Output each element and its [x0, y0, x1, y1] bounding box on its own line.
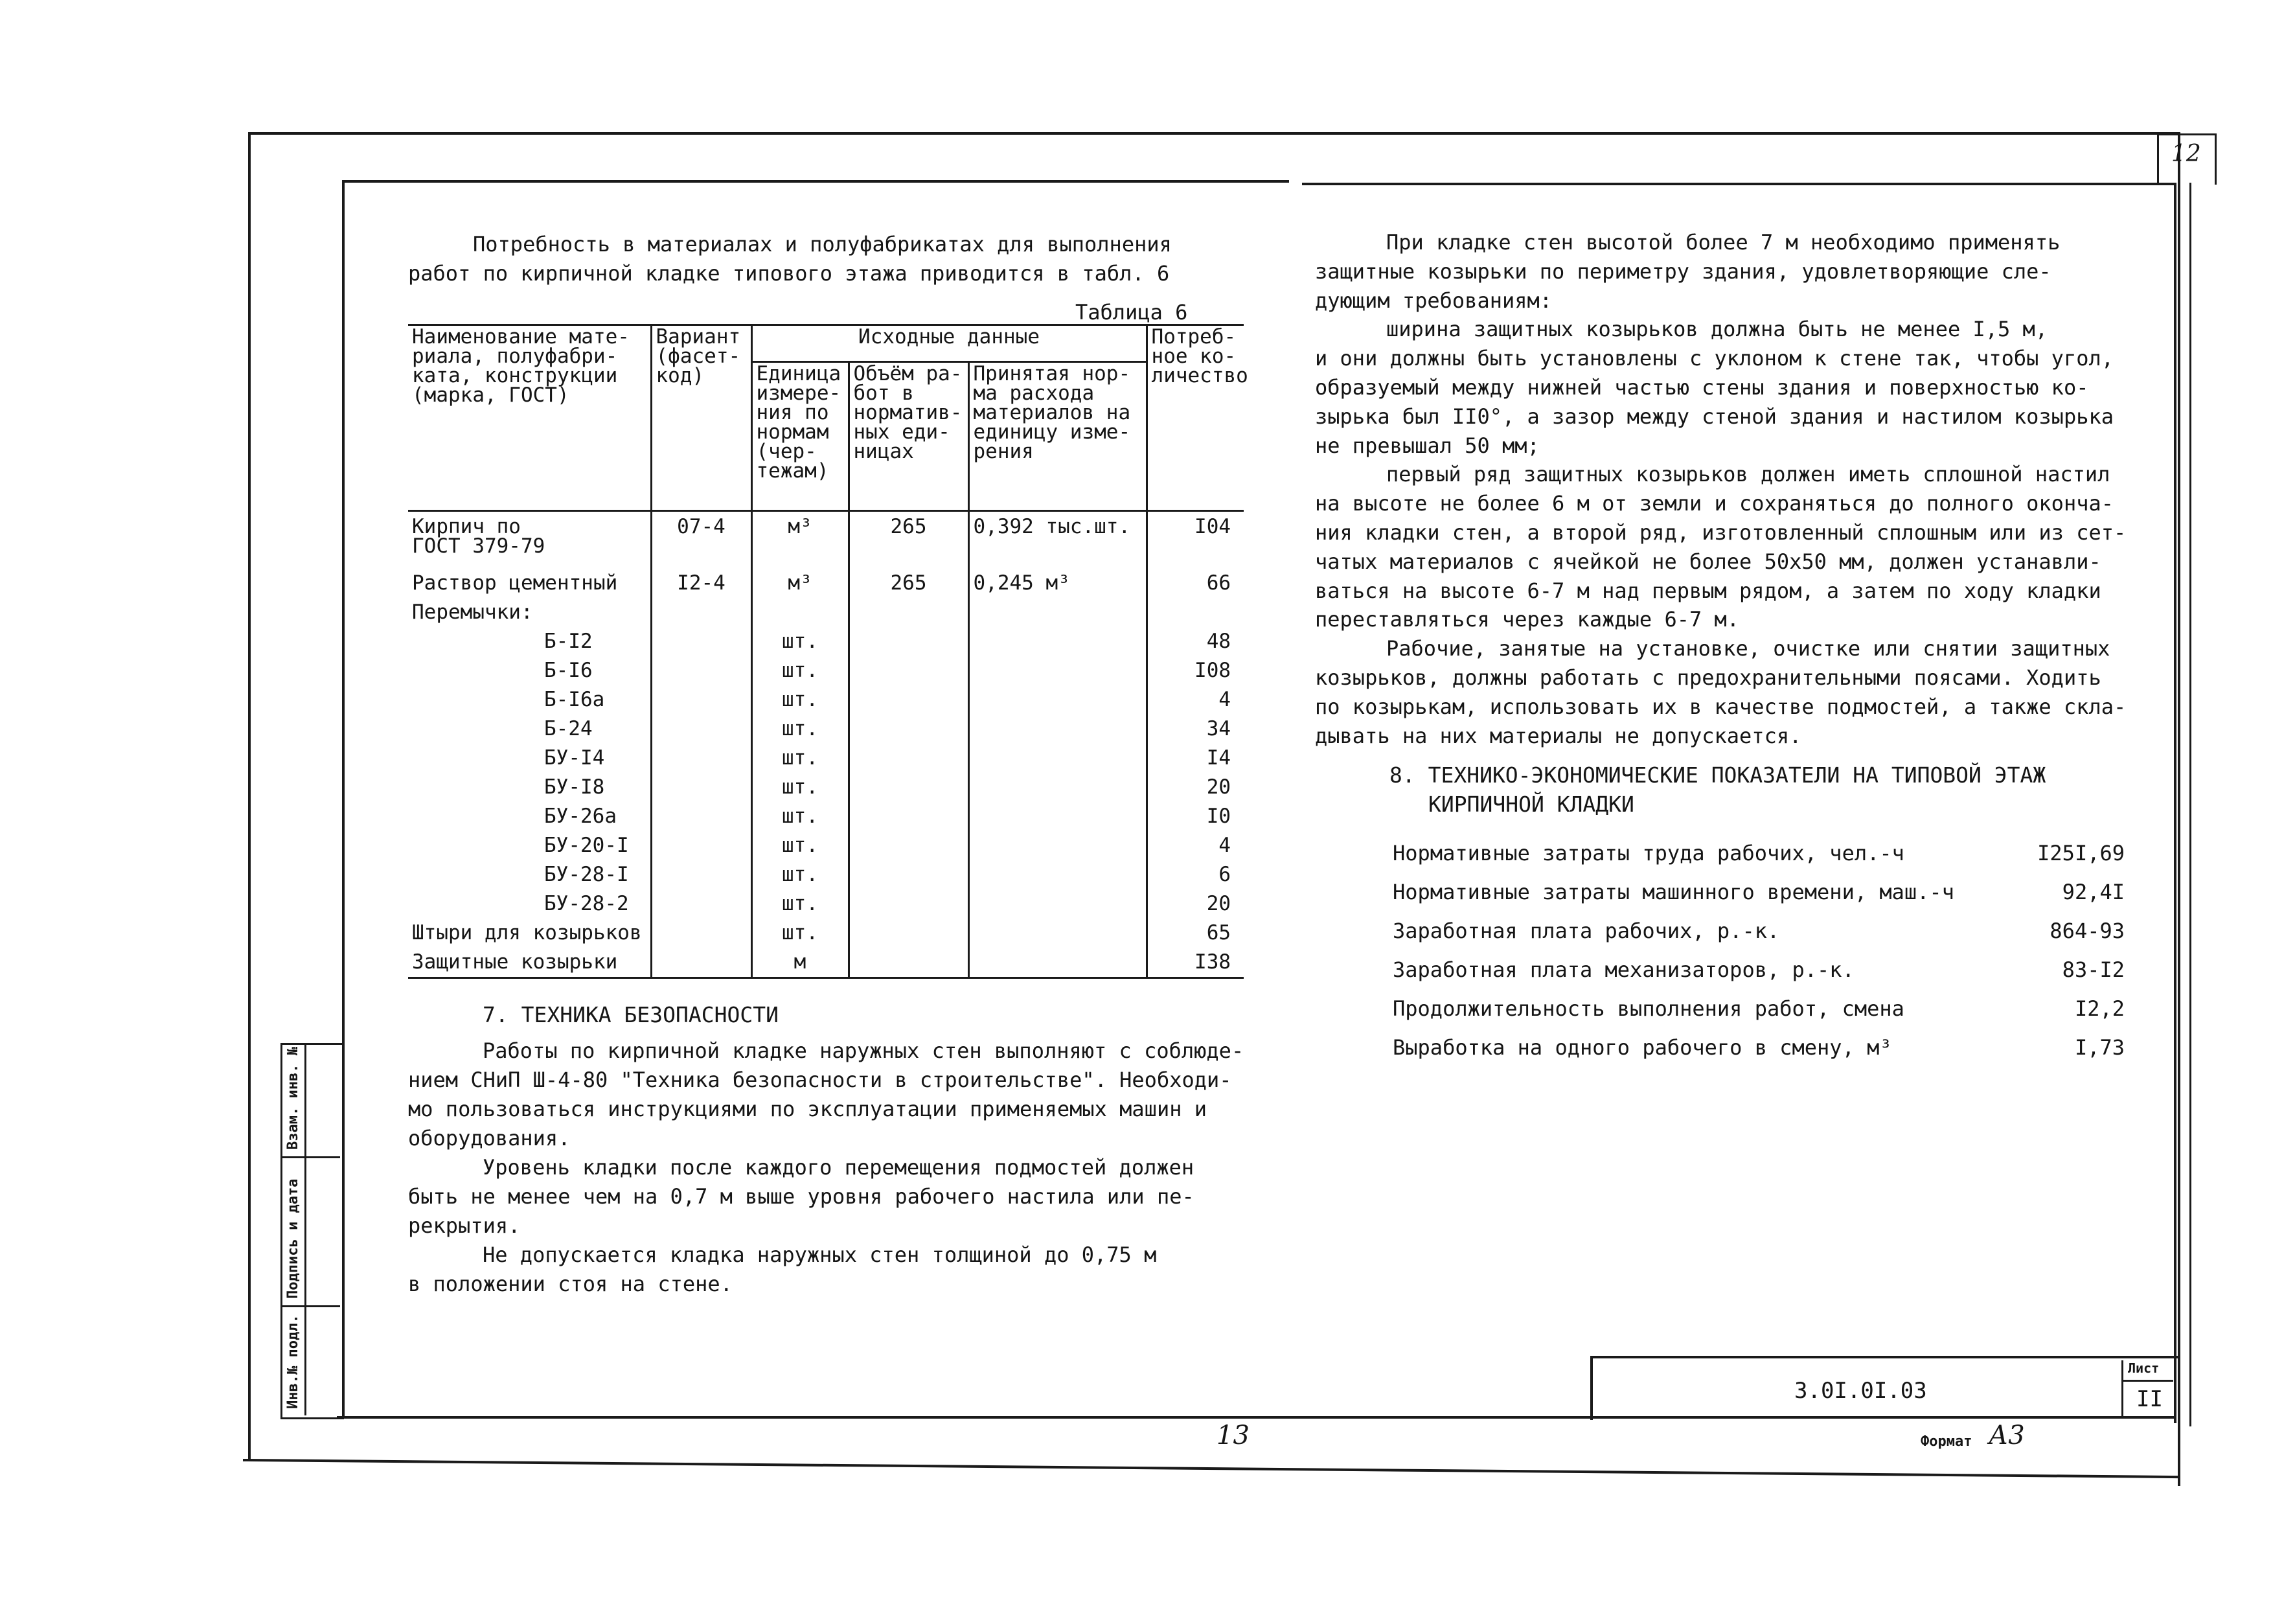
indicator-label: Заработная плата механизаторов, р.-к. [1393, 957, 1855, 982]
cell-need: 20 [1206, 892, 1231, 915]
right-line: дывать на них материалы не допускается. [1315, 723, 1802, 748]
side-stamp-divider [304, 1043, 306, 1415]
table-row [408, 685, 1244, 715]
indicator-label: Нормативные затраты машинного времени, маш.-ч [1393, 880, 1954, 904]
format-label: Формат [1921, 1434, 1972, 1450]
col-header-source-group: Исходные данные [858, 325, 1040, 349]
section7-title: 7. ТЕХНИКА БЕЗОПАСНОСТИ [483, 1002, 779, 1027]
cell-unit: шт. [782, 659, 818, 682]
table-row [408, 948, 1244, 978]
inner-frame-top-left [343, 180, 1289, 183]
cell-need: 4 [1218, 834, 1231, 857]
right-column-text [1315, 228, 2126, 750]
cell-name: Б-I6 [544, 659, 593, 682]
right-line: по козырькам, использовать их в качестве подмостей, а также скла- [1315, 694, 2127, 719]
section7-body [408, 1036, 1244, 1299]
col-header-name: Наименование мате- риала, полуфабри- ката, конструкции (марка, ГОСТ) [412, 325, 630, 407]
col-header-unit: Единица измере- ния по нормам (чер- тежам) [756, 362, 841, 483]
right-line: ваться на высоте 6-7 м над первым рядом, а затем по ходу кладки [1315, 578, 2101, 603]
cell-name: БУ-28-I [544, 863, 629, 886]
indicator-value: I,73 [2074, 1035, 2125, 1060]
s7-line: Не допускается кладка наружных стен толщиной до 0,75 м [483, 1242, 1157, 1267]
right-line: чатых материалов с ячейкой не более 50х50 мм, должен устанавли- [1315, 549, 2101, 574]
cell-variant: 07-4 [677, 515, 725, 538]
intro-line: работ по кирпичной кладке типового этажа приводится в табл. 6 [408, 261, 1170, 286]
cell-name: Б-I6а [544, 688, 605, 711]
cell-name: Б-I2 [544, 630, 593, 653]
right-line: зырька был II0°, а зазор между стеной здания и настилом козырька [1315, 404, 2114, 429]
s7-line: мо пользоваться инструкциями по эксплуатации применяемых машин и [408, 1097, 1207, 1121]
cell-unit: шт. [782, 630, 818, 653]
format-value: А3 [1989, 1421, 2025, 1450]
cell-name: Кирпич по ГОСТ 379-79 [412, 515, 545, 558]
cell-need: I04 [1194, 515, 1231, 538]
indicator-row [1393, 996, 2125, 1025]
table-row [408, 889, 1244, 919]
cell-need: I38 [1194, 950, 1231, 974]
table-row [408, 569, 1244, 598]
s7-line: Уровень кладки после каждого перемещения подмостей должен [483, 1155, 1194, 1180]
cell-need: 65 [1206, 921, 1231, 944]
table-row [408, 919, 1244, 948]
indicator-row [1393, 919, 2125, 947]
inner-frame-right [2174, 183, 2176, 1423]
table-row [408, 831, 1244, 860]
cell-unit: шт. [782, 834, 818, 857]
indicator-value: I25I,69 [2037, 841, 2125, 865]
table-row [408, 744, 1244, 773]
outer-frame-bottom [243, 1459, 2180, 1478]
cell-unit: шт. [782, 717, 818, 740]
sheet-number: II [2136, 1386, 2163, 1412]
table-row [408, 598, 1244, 627]
outer-frame-top [249, 132, 2180, 135]
s7-line: нием СНиП Ш-4-80 "Техника безопасности в строительстве". Необходи- [408, 1068, 1232, 1092]
table-row [408, 511, 1244, 569]
indicator-label: Продолжительность выполнения работ, смена [1393, 996, 1904, 1021]
cell-need: I08 [1194, 659, 1231, 682]
table-row [408, 773, 1244, 802]
cell-unit: шт. [782, 746, 818, 770]
s7-line: быть не менее чем на 0,7 м выше уровня рабочего настила или пе- [408, 1184, 1194, 1209]
sheet-label: Лист [2128, 1360, 2160, 1376]
s7-line: в положении стоя на стене. [408, 1272, 733, 1296]
outer-frame-left [248, 132, 251, 1460]
cell-name: БУ-26а [544, 805, 617, 828]
indicator-label: Выработка на одного рабочего в смену, м³ [1393, 1035, 1892, 1060]
cell-volume: 265 [890, 515, 927, 538]
cell-unit: м³ [788, 571, 812, 595]
intro-paragraph [408, 230, 1172, 288]
cell-need: 6 [1218, 863, 1231, 886]
cell-unit: шт. [782, 688, 818, 711]
cell-need: 34 [1206, 717, 1231, 740]
indicator-label: Заработная плата рабочих, р.-к. [1393, 919, 1780, 943]
s7-line: оборудования. [408, 1126, 571, 1150]
indicator-value: I2,2 [2074, 996, 2125, 1021]
indicator-row [1393, 1035, 2125, 1064]
cell-name: Защитные козырьки [412, 950, 618, 974]
cell-name: Перемычки: [412, 600, 533, 624]
indicator-row [1393, 957, 2125, 986]
document-code: 3.0I.0I.03 [1794, 1378, 1927, 1404]
cell-need: 20 [1206, 775, 1231, 799]
cell-need: 4 [1218, 688, 1231, 711]
cell-name: Б-24 [544, 717, 593, 740]
cell-name: БУ-I8 [544, 775, 605, 799]
outer-frame-right [2178, 132, 2180, 1486]
stamp-sign-date: Подпись и дата [285, 1178, 301, 1299]
frame-right-shadow [2189, 183, 2191, 1426]
section8-title-1: 8. ТЕХНИКО-ЭКОНОМИЧЕСКИЕ ПОКАЗАТЕЛИ НА ТИПОВОЙ ЭТАЖ [1389, 762, 2046, 788]
right-line: ширина защитных козырьков должна быть не менее I,5 м, [1386, 317, 2048, 342]
cell-unit: шт. [782, 921, 818, 944]
cell-name: БУ-28-2 [544, 892, 629, 915]
cell-name: БУ-20-I [544, 834, 629, 857]
indicator-label: Нормативные затраты труда рабочих, чел.-ч [1393, 841, 1904, 865]
cell-norm: 0,245 м³ [973, 571, 1070, 595]
inner-frame-top-right [1302, 183, 2176, 185]
intro-line: Потребность в материалах и полуфабрикатах для выполнения [473, 232, 1172, 257]
right-line: переставляться через каждые 6-7 м. [1315, 607, 1740, 632]
table-row [408, 802, 1244, 831]
right-line: дующим требованиям: [1315, 288, 1553, 313]
indicator-row [1393, 841, 2125, 869]
right-line: При кладке стен высотой более 7 м необходимо применять [1386, 230, 2061, 255]
right-line: и они должны быть установлены с уклоном к стене так, чтобы угол, [1315, 346, 2114, 371]
cell-name: Раствор цементный [412, 571, 618, 595]
cell-norm: 0,392 тыс.шт. [973, 515, 1131, 538]
cell-name: Штыри для козырьков [412, 921, 642, 944]
cell-unit: шт. [782, 892, 818, 915]
cell-unit: м [794, 950, 806, 974]
section8-title-2: КИРПИЧНОЙ КЛАДКИ [1428, 792, 1634, 817]
table-row [408, 627, 1244, 656]
table-row [408, 860, 1244, 889]
right-line: Рабочие, занятые на установке, очистке или снятии защитных [1386, 636, 2110, 661]
s7-line: Работы по кирпичной кладке наружных стен выполняют с соблюде- [483, 1038, 1244, 1063]
right-line: образуемый между нижней частью стены здания и поверхностью ко- [1315, 374, 2089, 400]
cell-need: 48 [1206, 630, 1231, 653]
s7-line: рекрытия. [408, 1213, 521, 1238]
cell-unit: м³ [788, 515, 812, 538]
right-line: первый ряд защитных козырьков должен иметь сплошной настил [1386, 462, 2110, 487]
col-header-norm: Принятая нор- ма расхода материалов на единицу изме- рения [973, 362, 1131, 463]
table-row [408, 656, 1244, 685]
col-header-need: Потреб- ное ко- личество [1151, 325, 1248, 387]
indicator-value: 92,4I [2062, 880, 2125, 904]
cell-need: I0 [1206, 805, 1231, 828]
indicator-value: 83-I2 [2062, 957, 2125, 982]
cell-need: I4 [1206, 746, 1231, 770]
cell-need: 66 [1206, 571, 1231, 595]
cell-volume: 265 [890, 571, 927, 595]
cell-name: БУ-I4 [544, 746, 605, 770]
table-row [408, 715, 1244, 744]
cell-variant: I2-4 [677, 571, 725, 595]
stamp-repl-inv: Взам. инв. № [285, 1047, 301, 1150]
stamp-inv-orig: Инв.№ подл. [285, 1314, 301, 1409]
col-header-variant: Вариант (фасет- код) [656, 325, 741, 387]
cell-unit: шт. [782, 863, 818, 886]
indicator-row [1393, 880, 2125, 908]
right-line: ния кладки стен, а второй ряд, изготовленный сплошным или из сет- [1315, 520, 2127, 545]
materials-table [408, 324, 1248, 979]
cell-unit: шт. [782, 805, 818, 828]
right-line: не превышал 50 мм; [1315, 433, 1540, 458]
right-line: защитные козырьки по периметру здания, удовлетворяющие сле- [1315, 258, 2051, 284]
corner-sheet-number: 12 [2171, 141, 2201, 167]
sheet-box-divider [2121, 1380, 2173, 1382]
right-line: козырьков, должны работать с предохранительными поясами. Ходить [1315, 665, 2101, 690]
indicator-value: 864-93 [2050, 919, 2125, 943]
right-line: на высоте не более 6 м от земли и сохраняться до полного оконча- [1315, 491, 2114, 516]
col-header-volume: Объём ра- бот в норматив- ных еди- ницах [853, 362, 963, 463]
side-stamp-sep1 [280, 1156, 340, 1158]
handwritten-page-number: 13 [1216, 1421, 1250, 1450]
cell-unit: шт. [782, 775, 818, 799]
table-caption: Таблица 6 [1075, 300, 1188, 325]
side-stamp-sep2 [280, 1305, 340, 1307]
